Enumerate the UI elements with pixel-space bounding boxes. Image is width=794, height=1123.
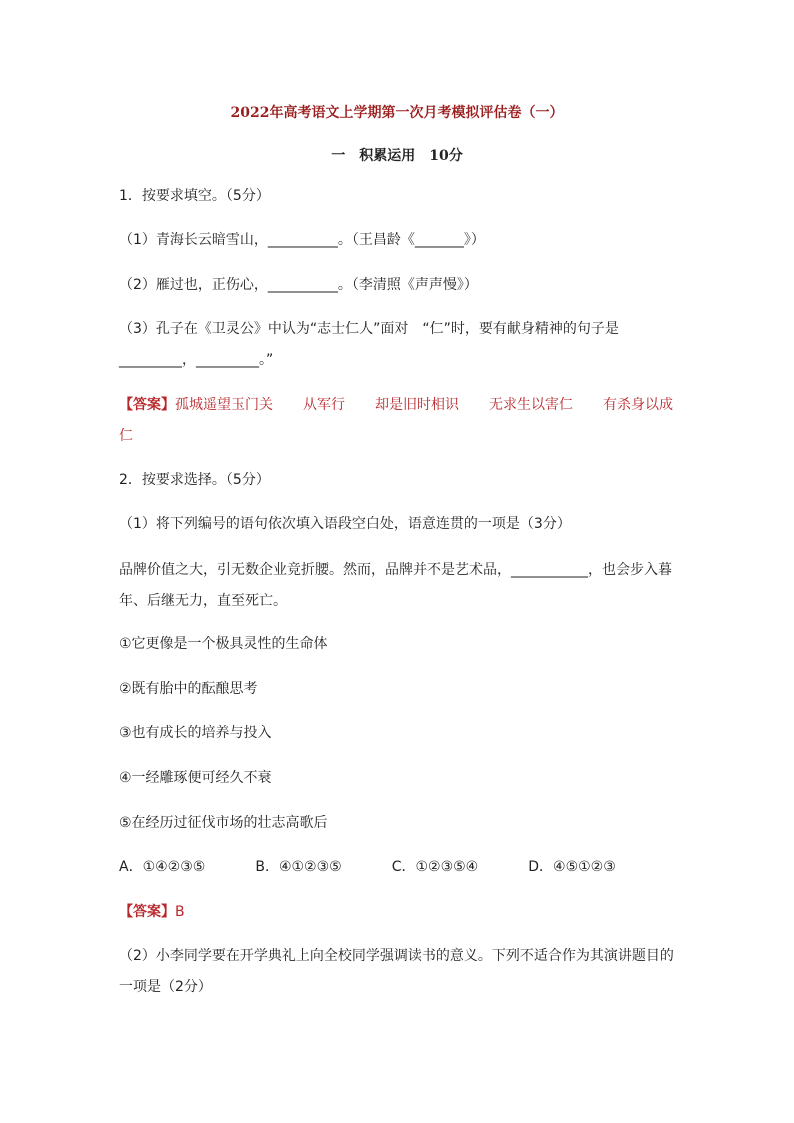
question-1-answer-line-2: 仁 (119, 428, 133, 444)
section-heading: 一 积累运用 10分 (331, 148, 463, 164)
choice-d: D．④⑤①②③ (528, 859, 616, 875)
choice-c: C．①②③⑤④ (391, 859, 479, 875)
question-1-item-3-line-1: （3）孔子在《卫灵公》中认为“志士仁人”面对 “仁”时，要有献身精神的句子是 (119, 321, 619, 337)
question-2-sub-1: （1）将下列编号的语句依次填入语段空白处，语意连贯的一项是（3分） (119, 516, 571, 532)
answer-part-4: 无求生以害仁 (489, 397, 573, 413)
option-2: ②既有胎中的酝酿思考 (119, 681, 258, 697)
passage-line-1: 品牌价值之大，引无数企业竞折腰。然而，品牌并不是艺术品，___________，也会步入暮 (119, 562, 672, 578)
question-2-sub-2-line-1: （2）小李同学要在开学典礼上向全校同学强调读书的意义。下列不适合作为其演讲题目的 (119, 948, 674, 964)
question-2-sub-2-line-2: 一项是（2分） (119, 979, 212, 995)
option-1: ①它更像是一个极具灵性的生命体 (119, 636, 328, 652)
option-4: ④一经雕琢便可经久不衰 (119, 770, 272, 786)
question-2-answer (119, 903, 185, 921)
page-title: 2022年高考语文上学期第一次月考模拟评估卷（一） (230, 105, 564, 121)
question-1-stem: 1．按要求填空。（5分） (119, 188, 270, 204)
answer-label: 【答案】 (119, 904, 175, 920)
question-1-answer (119, 396, 673, 414)
answer-part-2: 从军行 (303, 397, 345, 413)
question-1-item-2: （2）雁过也，正伤心，__________。（李清照《声声慢》） (119, 277, 478, 293)
question-1-item-1: （1）青海长云暗雪山，__________。（王昌龄《_______》） (119, 232, 485, 248)
question-2-stem: 2．按要求选择。（5分） (119, 472, 270, 488)
question-1-item-3-line-2: _________，_________。” (119, 352, 274, 368)
choice-a: A．①④②③⑤ (119, 859, 206, 875)
answer-part-1: 孤城遥望玉门关 (175, 397, 273, 413)
answer-value: B (175, 904, 185, 920)
choice-row (119, 858, 616, 876)
choice-b: B．④①②③⑤ (255, 859, 342, 875)
option-5: ⑤在经历过征伐市场的壮志高歌后 (119, 815, 328, 831)
answer-part-5: 有杀身以成 (603, 397, 673, 413)
answer-part-3: 却是旧时相识 (375, 397, 459, 413)
passage-line-2: 年、后继无力，直至死亡。 (119, 593, 287, 609)
answer-label: 【答案】 (119, 397, 175, 413)
option-3: ③也有成长的培养与投入 (119, 725, 272, 741)
